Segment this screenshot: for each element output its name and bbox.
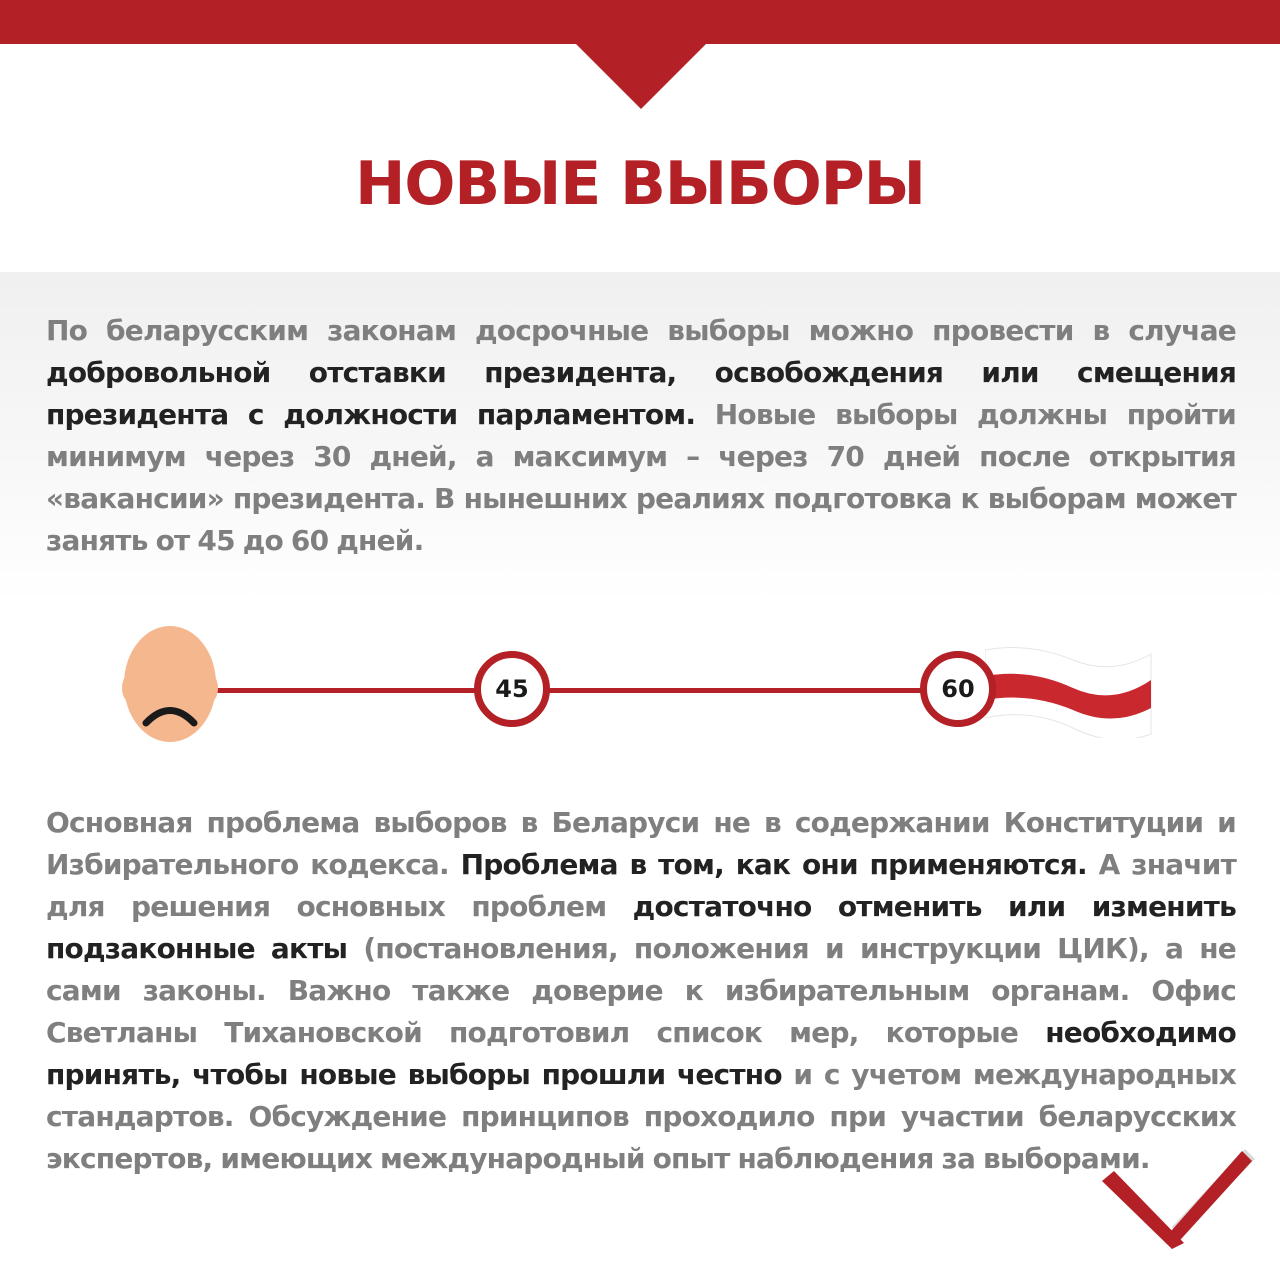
top-red-band [0,0,1280,44]
top-notch-triangle [575,43,707,109]
main-highlight-2: достаточно отменить или изменить подзаконные акты [46,890,1236,965]
timeline-marker-45: 45 [474,651,550,727]
main-highlight-1: Проблема в том, как они применяются. [460,848,1087,881]
intro-highlight: добровольной отставки президента, освобождения или смещения президента с должности парламентом. [46,356,1236,431]
main-text-4: и с учетом международных стандартов. Обсуждение принципов проходило при участии беларусских экспертов, имеющих международный опыт наблюдения за выборами. [46,1058,1236,1175]
check-mark-icon [1100,1145,1255,1250]
intro-paragraph [46,310,1236,562]
timeline [0,610,1280,770]
main-paragraph [46,802,1236,1180]
main-text-1: Основная проблема выборов в Беларуси не в содержании Конституции и Избирательного кодекса. [46,806,1236,881]
face-icon [120,622,220,744]
white-red-white-flag-icon [985,646,1153,738]
page-title: НОВЫЕ ВЫБОРЫ [355,149,925,219]
main-text-3: (постановления, положения и инструкции ЦИК), а не сами законы. Важно также доверие к избирательным органам. Офис Светланы Тихановской подготовил список мер, которые [46,932,1236,1049]
intro-text-2: Новые выборы должны пройти минимум через 30 дней, а максимум – через 70 дней после открытия «вакансии» президента. В нынешних реалиях подготовка к выборам может занять от 45 до 60 дней. [46,398,1236,557]
timeline-line [210,688,940,693]
main-text-2: А значит для решения основных проблем [46,848,1236,923]
timeline-marker-60: 60 [920,651,996,727]
intro-text-1: По беларусским законам досрочные выборы можно провести в случае [46,314,1236,347]
main-highlight-3: необходимо принять, чтобы новые выборы прошли честно [46,1016,1236,1091]
